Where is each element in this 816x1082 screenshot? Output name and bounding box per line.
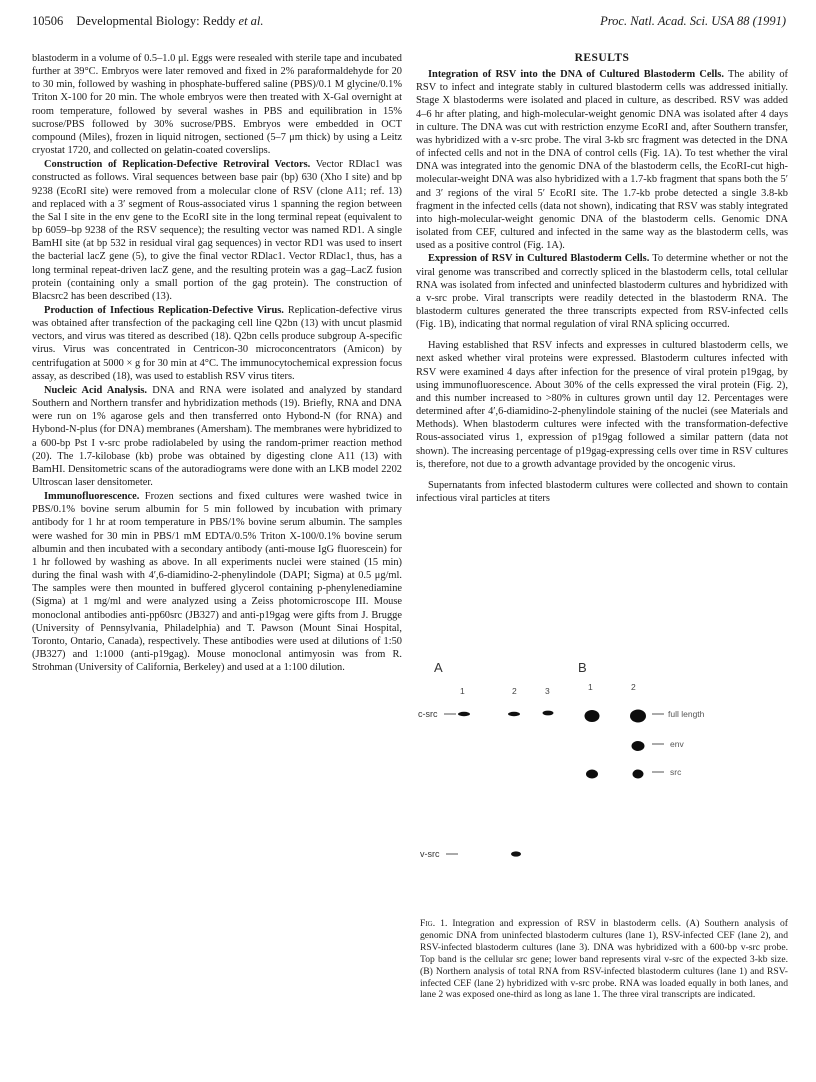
figure-1-blot — [418, 660, 788, 910]
band-b2-full — [630, 710, 646, 723]
lane-a1-label: 1 — [460, 686, 465, 696]
paragraph-protein-expression: Having established that RSV infects and expresses in cultured blastoderm cells, we next asked whether viral proteins were expressed. Blastoderm cultures infected with RSV were examined 4 days after infection for the presence of viral protein p19gag, by using immunofluorescence. About 30% of the cells expressed the viral protein (Fig. 2), and this number increased to >80% in cultures grown until day 12. Percentages were determined after 4′,6-diamidino-2-phenylindole staining of the nuclei (see Materials and Methods). When blastoderm cultures were infected with the transformation-defective Rous-associated virus 1, expression of p19gag followed a similar pattern (data not shown). The increasing percentage of p19gag-expressing cells over time in RSV cultures is, therefore, not due to a growth advantage provided by the oncogenic virus. — [416, 340, 788, 470]
row-vsrc-label: v-src — [420, 849, 440, 859]
row-csrc-label: c-src — [418, 709, 438, 719]
section-immunofluorescence — [32, 490, 402, 674]
band-full-label: full length — [668, 709, 705, 719]
header-left — [32, 14, 264, 29]
caption-label: Fig. 1. — [420, 918, 448, 929]
page-number: 10506 — [32, 14, 64, 28]
right-column — [416, 52, 788, 505]
band-env-label: env — [670, 739, 684, 749]
section-integration — [416, 68, 788, 252]
section-heading: Production of Infectious Replication-Defective Virus. — [44, 304, 284, 316]
running-header — [32, 14, 786, 32]
band-b1-src — [586, 770, 598, 779]
section-expression — [416, 252, 788, 331]
band-b1-full — [585, 710, 600, 722]
section-virus-production — [32, 304, 402, 383]
band-b2-env — [632, 741, 645, 751]
section-nucleic-acid — [32, 384, 402, 489]
band-a3-csrc — [543, 711, 554, 716]
paragraph-continued: blastoderm in a volume of 0.5–1.0 μl. Eggs were resealed with sterile tape and incubated further at 39°C. Embryos were later removed and fixed in 2% paraformaldehyde for 20 to 30 min, followed by washing in phosphate-buffered saline (PBS)/0.1 M glycine/0.1% Triton X-100 for 20 min. The whole embryos were then treated with X-Gal overnight at room temperature, followed by several washes in PBS and equilibration in 15% sucrose/PBS followed by 30% sucrose/PBS. Embryos were embedded in OCT compound (Miles), frozen in liquid nitrogen, sectioned (5–7 μm thick) by using a Leitz cryostat 1720, and collected on gelatin-coated coverslips. — [32, 53, 402, 157]
caption-text — [420, 918, 788, 1001]
section-heading: Immunofluorescence. — [44, 491, 140, 503]
blot-background — [418, 660, 788, 910]
panel-a-label: A — [434, 660, 443, 675]
lane-a2-label: 2 — [512, 686, 517, 696]
left-column — [32, 52, 402, 674]
journal-section: Developmental Biology: Reddy — [76, 14, 236, 28]
band-a2-vsrc — [511, 851, 521, 856]
section-body: To determine whether or not the viral genome was transcribed and correctly spliced in the blastoderm cells, total cellular RNA was isolated from infected and uninfected blastoderm cultures and hybridized with a v-src probe. Viral transcripts were readily detected in the blastoderm RNA. The blastoderm cultures generated the three transcripts expected from RSV-infected cells (Fig. 1B), indicating that normal regulation of viral RNA splicing occurred. — [416, 253, 788, 331]
lane-a3-label: 3 — [545, 686, 550, 696]
results-heading: RESULTS — [574, 52, 630, 64]
journal-citation: Proc. Natl. Acad. Sci. USA 88 (1991) — [600, 14, 786, 28]
section-heading: Integration of RSV into the DNA of Cultured Blastoderm Cells. — [428, 69, 724, 81]
band-a2-csrc — [508, 712, 520, 716]
journal-authors-suffix: et al. — [235, 14, 264, 28]
section-body: DNA and RNA were isolated and analyzed by standard Southern and Northern transfer and hybridization methods (19). Briefly, RNA and DNA were run on 1% agarose gels and then transferred onto Hybond-N (for RNA) and Hybond-N-plus (for DNA) membranes (Amersham). The membranes were hybridized to a 600-bp Pst I v-src probe radiolabeled by using the random-primer reaction method (20). The 1.7-kilobase (kb) probe was obtained by digesting clone A11 (13) with BamHI. Densitometric scans of the autoradiograms were done with an LKB model 2202 Ultroscan laser densitometer. — [32, 384, 403, 488]
paragraph-supernatants: Supernatants from infected blastoderm cultures were collected and shown to contain infectious viral particles at titers — [416, 479, 788, 504]
lane-b2-label: 2 — [631, 682, 636, 692]
lane-b1-label: 1 — [588, 682, 593, 692]
section-heading: Nucleic Acid Analysis. — [44, 384, 148, 396]
figure-1-caption — [420, 918, 788, 1001]
section-body: Frozen sections and fixed cultures were washed twice in PBS/0.1% bovine serum albumin for 5 min followed by incubation with primary antibody for 1 hr at room temperature in PBS/1% bovine serum albumin. The samples were washed for 30 min in PBS/1 mM EDTA/0.5% Triton X-100/0.1% bovine serum albumin and then incubated with a secondary antibody (anti-mouse IgG fluorescein) for 1 hr followed by washing as above. In all experiments nuclei were stained (15 min) during the final wash with 4′,6-diamidino-2-phenylindole (DAPI; Sigma) at 0.5 μg/ml. The samples were then mounted in buffered glycerol containing p-phenylenediamine (Sigma) at 1 mg/ml and were analyzed using a Zeiss photomicroscope III. Mouse monoclonal antibodies anti-pp60src (JB327) and anti-p19gag were gifts from J. Brugge (University of Pennsylvania, Philadelphia) and T. Pawson (Mount Sinai Hospital, Toronto, Ontario, Canada), respectively. These antibodies were used at dilutions of 1:50 (JB327) and 1:1000 (anti-p19gag). Mouse monoclonal antimyosin was from R. Strohman (University of California, Berkeley) and used at a 1:100 dilution. — [32, 491, 402, 674]
section-heading: Expression of RSV in Cultured Blastoderm Cells. — [428, 253, 650, 265]
caption-body: Integration and expression of RSV in blastoderm cells. (A) Southern analysis of genomic DNA from uninfected blastoderm cultures (lane 1), RSV-infected CEF (lane 2), and RSV-infected blastoderm cultures (lane 3). DNA was hybridized with a 600-bp v-src probe. Top band is the cellular src gene; lower band represents viral v-src of the expected 3-kb size. (B) Northern analysis of total RNA from RSV-infected blastoderm cultures (lane 1) and RSV-infected CEF (lane 2) hybridized with v-src probe. RNA was loaded equally in both lanes, and lane 2 was exposed one-third as long as lane 1. The three viral transcripts are indicated. — [420, 918, 788, 1001]
band-b2-src — [633, 770, 644, 779]
blot-image — [418, 660, 788, 910]
section-body: Replication-defective virus was obtained after transfection of the packaging cell line Q2bn (13) with uncut plasmid vectors, and virus was titered as described (18). Q2bn cells produce subgroup A-specific virus. Virus was concentrated in Centricon-30 microconcentrators (Amicon) by centrifugation at 5000 × g for 30 min at 4°C. The immunocytochemical expression focus assay, as described (18), was used to establish RSV virus titers. — [32, 304, 402, 382]
section-vectors — [32, 158, 402, 303]
band-a1-csrc — [458, 712, 470, 716]
section-heading: Construction of Replication-Defective Retroviral Vectors. — [44, 159, 311, 171]
band-src-label: src — [670, 767, 682, 777]
panel-b-label: B — [578, 660, 587, 675]
section-body: The ability of RSV to infect and integrate stably in cultured blastoderm cells was addressed initially. Stage X blastoderms were isolated and placed in culture, as described. RSV was added 4–6 hr after plating, and high-molecular-weight genomic DNA was isolated after 4 days in culture. The DNA was cut with restriction enzyme EcoRI and, after Southern transfer, was hybridized with a v-src probe. The viral 3-kb src fragment was detected in the DNA of infected cells and not in the DNA of control cells (Fig. 1A). To test whether the viral DNA was integrated into the genomic DNA of the blastoderm cells, the EcoRI-cut high-molecular-weight DNA was also hybridized with a 1.7-kb fragment that spans both the 5′ and 3′ regions of the viral 5′ EcoRI site. The 1.7-kb probe detected a single 3.8-kb fragment in the infected cells (data not shown), indicating that RSV was stably integrated into high-molecular-weight genomic DNA of the blastoderm cells. Genomic DNA isolated from CEF, cultured and infected in the same way as the blastoderm cells, was used as a positive control (Fig. 1A). — [416, 69, 788, 252]
section-body: Vector RDlac1 was constructed as follows. Viral sequences between base pair (bp) 630 (Xho I site) and bp 9238 (EcoRI site) were removed from a molecular clone of RSV (clone A11; ref. 13) and replaced with a 3′ segment of Rous-associated virus 1 spanning the region between the Sal I site in the env gene to the EcoRI site in the long terminal repeat (equivalent to bp 6059–bp 9238 of the RSV sequence); the resulting vector was named RD1. A single BamHI site (at bp 532 in residual viral gag sequences) in vector RD1 was used to insert the bacterial lacZ gene (5), to give the final vector RDlac1. Vector RDlac1, thus, has a long terminal repeat-driven lacZ gene, and the resulting protein was a gag–LacZ fusion protein (containing only a small portion of the gag protein). The construction of Blacsrc2 has been described (13). — [32, 159, 403, 302]
